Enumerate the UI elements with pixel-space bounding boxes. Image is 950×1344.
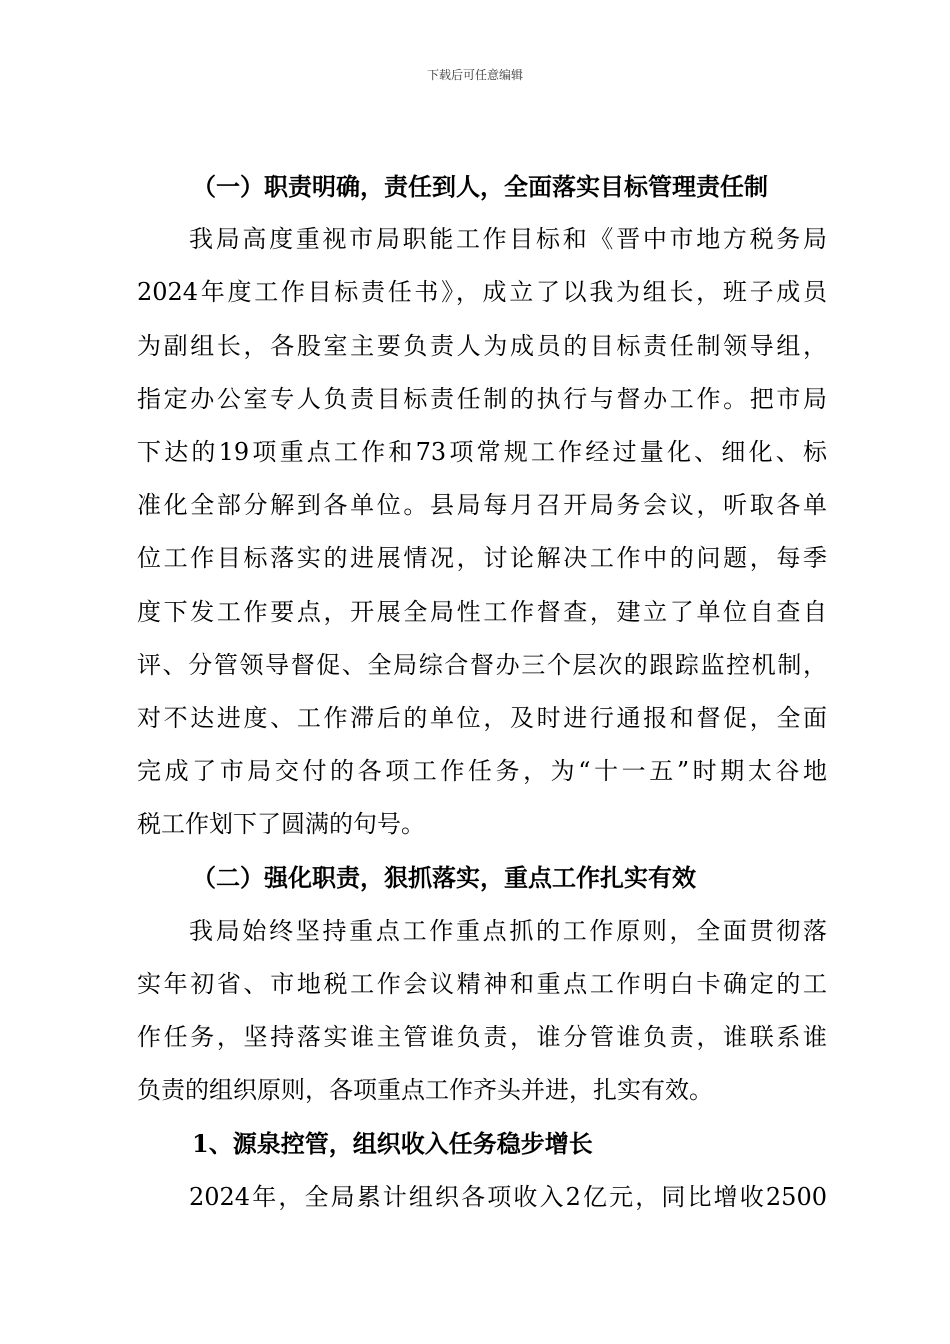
section-heading-2: （二）强化职责，狠抓落实，重点工作扎实有效 (192, 863, 696, 893)
paragraph-line: 准化全部分解到各单位。县局每月召开局务会议，听取各单 (137, 491, 827, 520)
paragraph-line: 评、分管领导督促、全局综合督办三个层次的跟踪监控机制， (137, 650, 827, 679)
paragraph-line: 度下发工作要点，开展全局性工作督查，建立了单位自查自 (137, 597, 827, 626)
paragraph-line: 下达的19项重点工作和73项常规工作经过量化、细化、标 (137, 437, 827, 466)
paragraph-line: 指定办公室专人负责目标责任制的执行与督办工作。把市局 (137, 384, 827, 413)
paragraph-line: 税工作划下了圆满的句号。 (137, 810, 425, 839)
paragraph-line: 完成了市局交付的各项工作任务，为“十一五”时期太谷地 (137, 757, 827, 786)
paragraph-line: 2024年度工作目标责任书》，成立了以我为组长，班子成员 (137, 278, 827, 307)
document-body (137, 160, 827, 1224)
paragraph-line: 负责的组织原则，各项重点工作齐头并进，扎实有效。 (137, 1076, 713, 1105)
paragraph-line: 2024年，全局累计组织各项收入2亿元，同比增收2500 (189, 1182, 827, 1211)
paragraph-line: 我局始终坚持重点工作重点抓的工作原则，全面贯彻落 (189, 916, 827, 945)
section-heading-1: （一）职责明确，责任到人，全面落实目标管理责任制 (192, 172, 768, 201)
paragraph-line: 作任务，坚持落实谁主管谁负责，谁分管谁负责，谁联系谁 (137, 1023, 827, 1051)
paragraph-line: 我局高度重视市局职能工作目标和《晋中市地方税务局 (189, 225, 827, 254)
paragraph-line: 对不达进度、工作滞后的单位，及时进行通报和督促，全面 (137, 703, 827, 732)
paragraph-line: 为副组长，各股室主要负责人为成员的目标责任制领导组， (137, 331, 827, 360)
paragraph-line: 位工作目标落实的进展情况，讨论解决工作中的问题，每季 (137, 544, 827, 573)
paragraph-line: 实年初省、市地税工作会议精神和重点工作明白卡确定的工 (137, 969, 827, 998)
subsection-heading-1: 1、源泉控管，组织收入任务稳步增长 (192, 1129, 593, 1159)
page-header: 下载后可任意编辑 (426, 68, 523, 82)
